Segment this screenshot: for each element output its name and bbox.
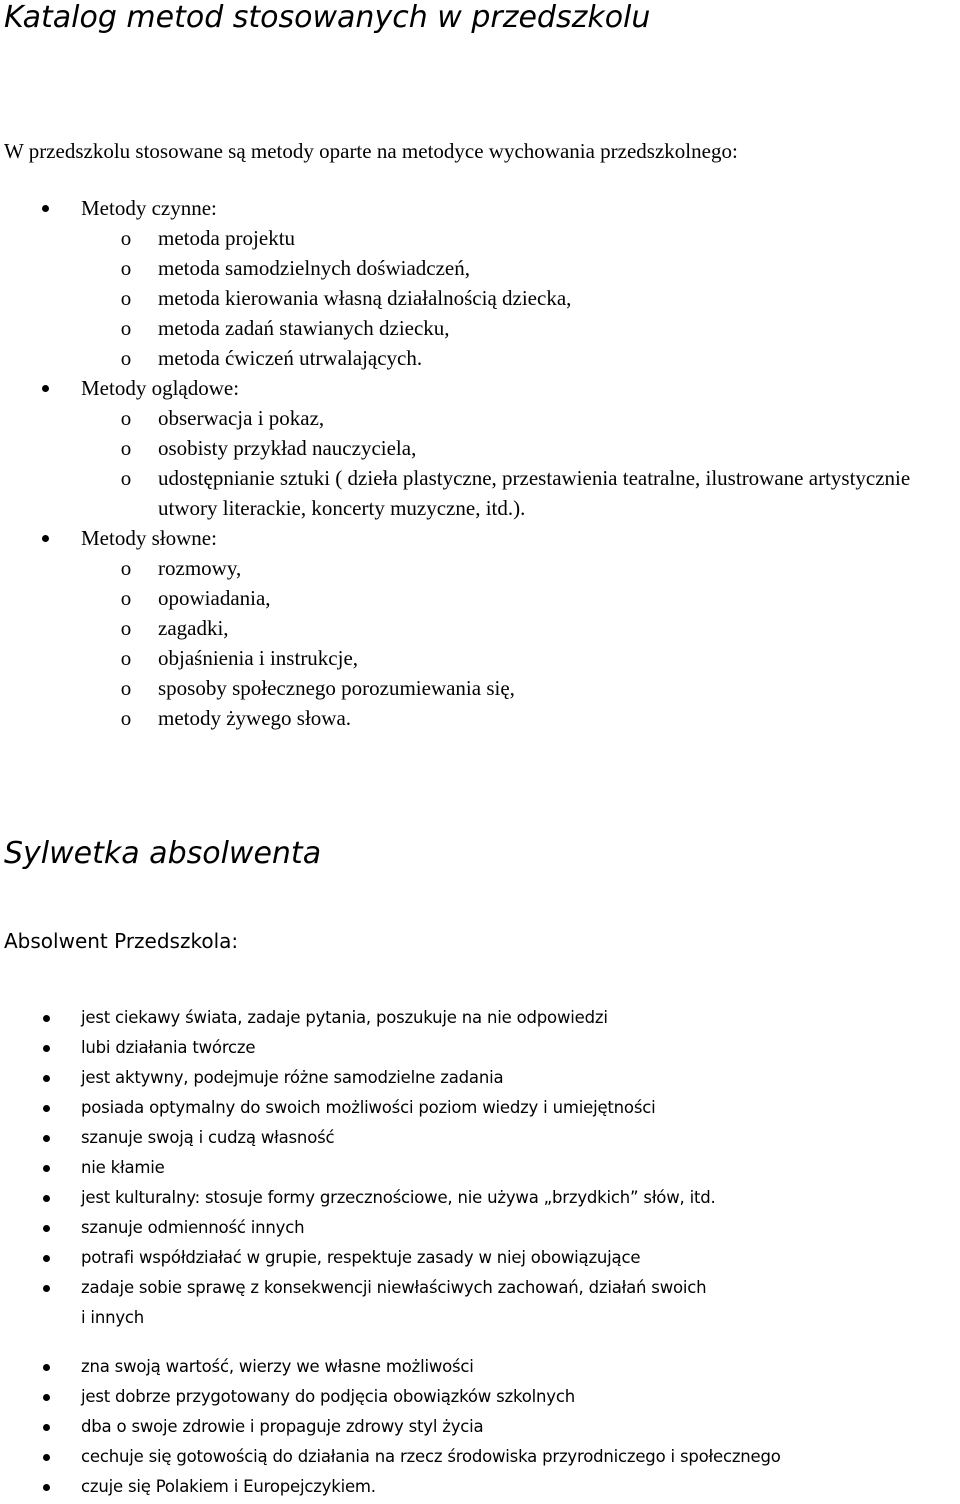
list-item-text: i innych	[81, 1308, 145, 1327]
circle-bullet-icon: o	[120, 256, 132, 280]
sub-list	[81, 553, 960, 733]
circle-bullet-icon: o	[120, 316, 132, 340]
traits-list	[0, 1003, 960, 1333]
list-item	[0, 343, 960, 373]
circle-bullet-icon: o	[120, 556, 132, 580]
list-item	[0, 1213, 960, 1243]
bullet-icon	[43, 1195, 50, 1202]
list-item	[0, 1093, 960, 1123]
category-label: Metody słowne:	[81, 526, 217, 550]
list-item	[0, 1243, 960, 1273]
bullet-icon	[43, 1135, 50, 1142]
list-item	[0, 433, 960, 463]
bullet-icon	[43, 1015, 50, 1022]
list-item-text: osobisty przykład nauczyciela,	[158, 436, 417, 460]
list-item-text: metoda kierowania własną działalnością dziecka,	[158, 286, 572, 310]
category-label: Metody czynne:	[81, 196, 217, 220]
list-item-text: metoda ćwiczeń utrwalających.	[158, 346, 423, 370]
list-item-text: rozmowy,	[158, 556, 242, 580]
list-item-text: jest kulturalny: stosuje formy grzecznościowe, nie używa „brzydkich” słów, itd.	[81, 1188, 716, 1207]
list-item	[0, 1123, 960, 1153]
list-item	[0, 673, 960, 703]
list-item	[0, 403, 960, 433]
bullet-icon	[43, 1394, 50, 1401]
list-item	[0, 253, 960, 283]
list-item-text: metody żywego słowa.	[158, 706, 352, 730]
list-item	[0, 1063, 960, 1093]
intro-paragraph: W przedszkolu stosowane są metody oparte na metodyce wychowania przedszkolnego:	[4, 139, 738, 163]
list-item	[0, 1273, 960, 1303]
list-item-text: opowiadania,	[158, 586, 271, 610]
bullet-icon	[43, 1255, 50, 1262]
bullet-icon	[43, 1285, 50, 1292]
section-title: Sylwetka absolwenta	[4, 836, 322, 871]
circle-bullet-icon: o	[120, 436, 132, 460]
list-item	[0, 553, 960, 583]
circle-bullet-icon: o	[120, 676, 132, 700]
list-item-text: czuje się Polakiem i Europejczykiem.	[81, 1477, 376, 1496]
circle-bullet-icon: o	[120, 616, 132, 640]
page-title: Katalog metod stosowanych w przedszkolu	[4, 0, 651, 35]
list-item	[0, 283, 960, 313]
method-category-verbal	[0, 523, 960, 733]
bullet-icon	[43, 1225, 50, 1232]
list-item	[0, 703, 960, 733]
list-item	[0, 1003, 960, 1033]
method-category-visual	[0, 373, 960, 523]
bullet-icon	[43, 1454, 50, 1461]
category-label: Metody oglądowe:	[81, 376, 240, 400]
method-category-active	[0, 193, 960, 373]
list-item	[0, 463, 960, 523]
list-item-text: sposoby społecznego porozumiewania się,	[158, 676, 515, 700]
list-item-text: nie kłamie	[81, 1158, 165, 1177]
circle-bullet-icon: o	[120, 706, 132, 730]
list-item-text: jest dobrze przygotowany do podjęcia obowiązków szkolnych	[81, 1387, 575, 1406]
list-item-text: lubi działania twórcze	[81, 1038, 256, 1057]
bullet-icon	[43, 1165, 50, 1172]
list-item	[0, 1352, 960, 1382]
bullet-icon	[43, 1424, 50, 1431]
list-item	[0, 613, 960, 643]
list-item-text: szanuje odmienność innych	[81, 1218, 305, 1237]
circle-bullet-icon: o	[120, 226, 132, 250]
circle-bullet-icon: o	[120, 586, 132, 610]
list-item-text: dba o swoje zdrowie i propaguje zdrowy styl życia	[81, 1417, 484, 1436]
list-item-text: objaśnienia i instrukcje,	[158, 646, 359, 670]
list-item	[0, 643, 960, 673]
list-item	[0, 223, 960, 253]
list-item-text: obserwacja i pokaz,	[158, 406, 325, 430]
bullet-icon	[42, 385, 49, 392]
list-item-text: metoda projektu	[158, 226, 296, 250]
circle-bullet-icon: o	[120, 346, 132, 370]
list-item-text: cechuje się gotowością do działania na rzecz środowiska przyrodniczego i społecznego	[81, 1447, 781, 1466]
circle-bullet-icon: o	[120, 646, 132, 670]
methods-list	[0, 193, 960, 733]
list-item-text: jest aktywny, podejmuje różne samodzielne zadania	[81, 1068, 504, 1087]
list-item-text: zagadki,	[158, 616, 229, 640]
list-item	[0, 1033, 960, 1063]
list-item	[0, 583, 960, 613]
list-item	[0, 1183, 960, 1213]
list-item-continuation	[0, 1303, 960, 1333]
sub-list	[81, 223, 960, 373]
list-item	[0, 1412, 960, 1442]
circle-bullet-icon: o	[120, 466, 132, 490]
bullet-icon	[42, 535, 49, 542]
circle-bullet-icon: o	[120, 406, 132, 430]
list-item-text: zna swoją wartość, wierzy we własne możliwości	[81, 1357, 474, 1376]
list-item-text: zadaje sobie sprawę z konsekwencji niewłaściwych zachowań, działań swoich	[81, 1278, 707, 1297]
list-item-text: udostępnianie sztuki ( dzieła plastyczne, przestawienia teatralne, ilustrowane artystycznie utwory literackie, koncerty muzyczne, itd.).	[158, 466, 911, 520]
list-item	[0, 1382, 960, 1412]
list-item-text: metoda zadań stawianych dziecku,	[158, 316, 450, 340]
list-item-text: posiada optymalny do swoich możliwości poziom wiedzy i umiejętności	[81, 1098, 656, 1117]
traits-list-continued	[0, 1352, 960, 1502]
list-item-text: potrafi współdziałać w grupie, respektuje zasady w niej obowiązujące	[81, 1248, 641, 1267]
section-subheading: Absolwent Przedszkola:	[4, 929, 239, 953]
list-item	[0, 1153, 960, 1183]
list-item	[0, 313, 960, 343]
bullet-icon	[43, 1045, 50, 1052]
sub-list	[81, 403, 960, 523]
list-item-text: jest ciekawy świata, zadaje pytania, poszukuje na nie odpowiedzi	[81, 1008, 608, 1027]
bullet-icon	[43, 1075, 50, 1082]
bullet-icon	[43, 1364, 50, 1371]
bullet-icon	[42, 205, 49, 212]
list-item	[0, 1472, 960, 1502]
list-item-text: szanuje swoją i cudzą własność	[81, 1128, 335, 1147]
bullet-icon	[43, 1484, 50, 1491]
list-item-text: metoda samodzielnych doświadczeń,	[158, 256, 470, 280]
circle-bullet-icon: o	[120, 286, 132, 310]
bullet-icon	[43, 1105, 50, 1112]
list-item	[0, 1442, 960, 1472]
